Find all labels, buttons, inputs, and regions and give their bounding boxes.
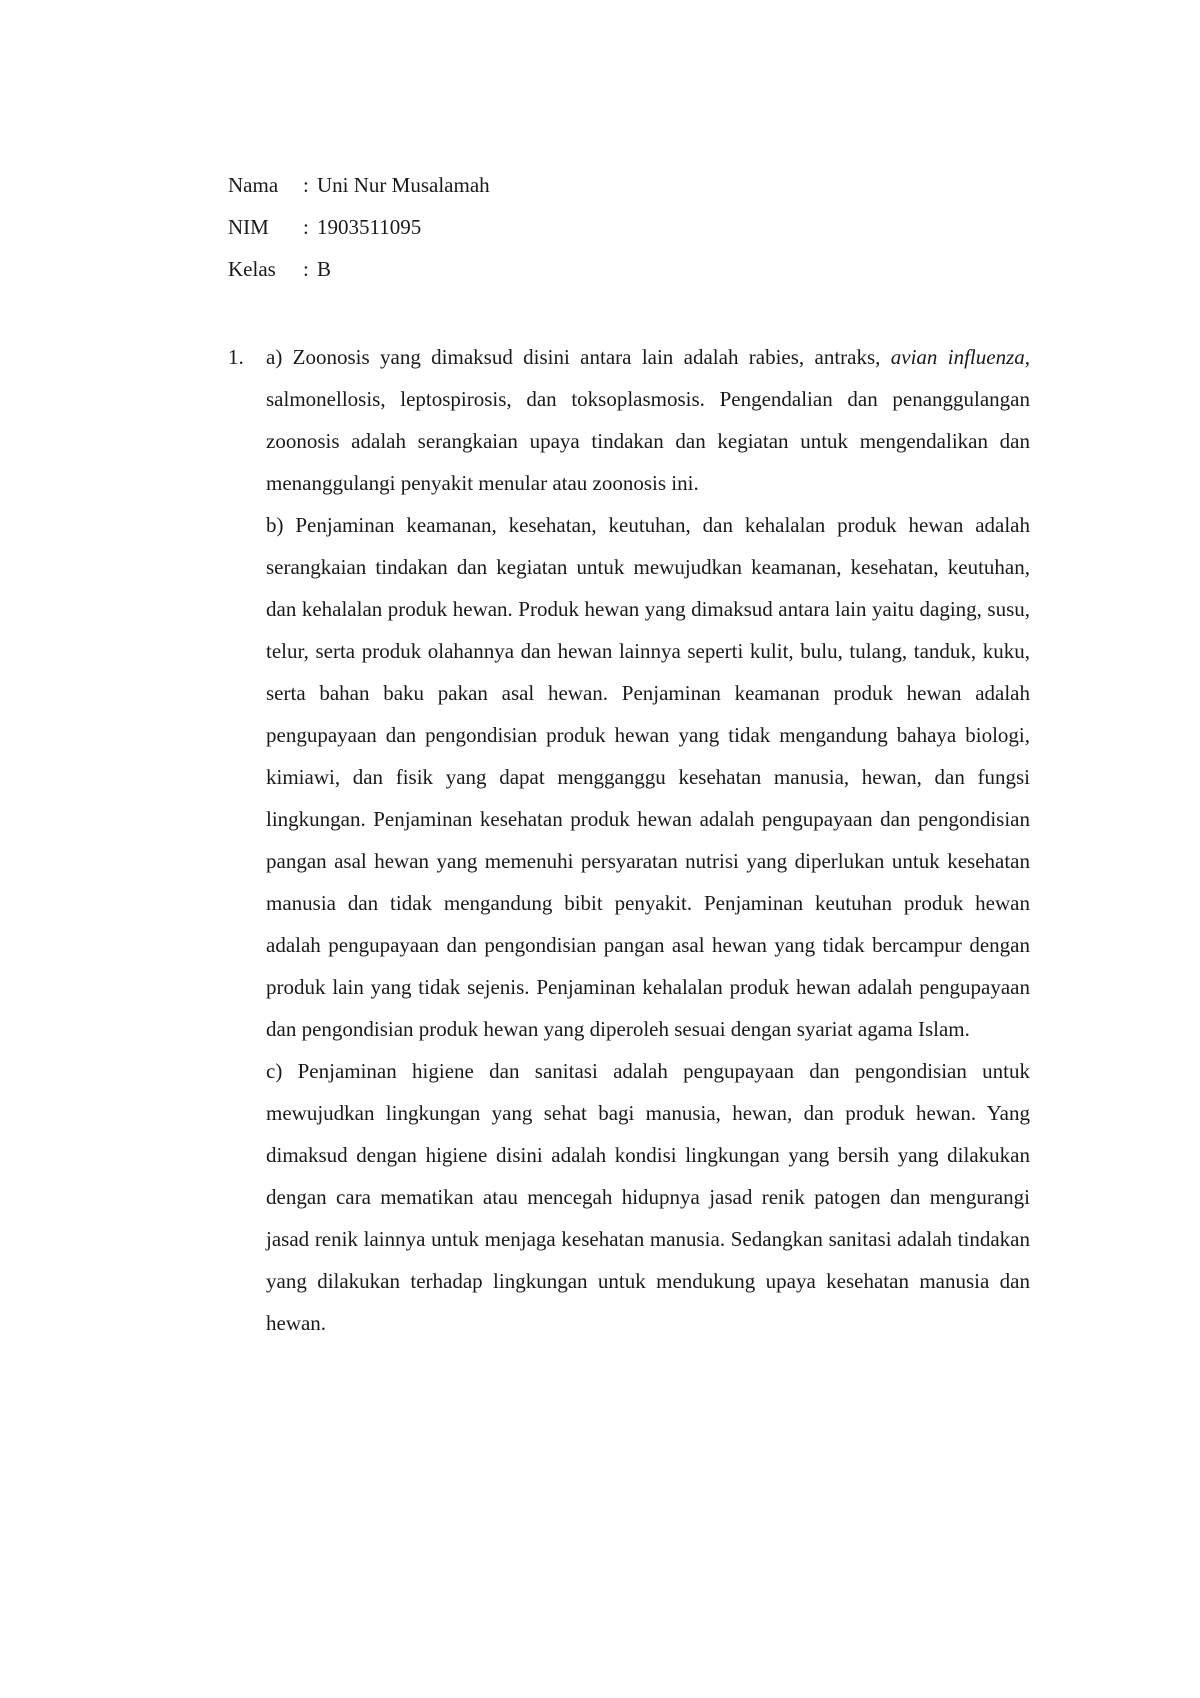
student-identity xyxy=(228,170,828,296)
nim-row xyxy=(228,212,828,254)
name-value: Uni Nur Musalamah xyxy=(317,173,490,197)
answer-part-a xyxy=(266,336,1030,504)
name-row xyxy=(228,170,828,212)
class-separator: : xyxy=(303,257,309,281)
name-separator: : xyxy=(303,173,309,197)
answer-part-b: b) Penjaminan keamanan, kesehatan, keutuhan, dan kehalalan produk hewan adalah serangkaian tindakan dan kegiatan untuk mewujudkan keamanan, kesehatan, keutuhan, dan kehalalan produk hewan. Produk hewan yang dimaksud antara lain yaitu daging, susu, telur, serta produk olahannya dan hewan lainnya seperti kulit, bulu, tulang, tanduk, kuku, serta bahan baku pakan asal hewan. Penjaminan keamanan produk hewan adalah pengupayaan dan pengondisian produk hewan yang tidak mengandung bahaya biologi, kimiawi, dan fisik yang dapat mengganggu kesehatan manusia, hewan, dan fungsi lingkungan. Penjaminan kesehatan produk hewan adalah pengupayaan dan pengondisian pangan asal hewan yang memenuhi persyaratan nutrisi yang diperlukan untuk kesehatan manusia dan tidak mengandung bibit penyakit. Penjaminan keutuhan produk hewan adalah pengupayaan dan pengondisian pangan asal hewan yang tidak bercampur dengan produk lain yang tidak sejenis. Penjaminan kehalalan produk hewan adalah pengupayaan dan pengondisian produk hewan yang diperoleh sesuai dengan syariat agama Islam. xyxy=(266,513,1030,1041)
class-label: Kelas xyxy=(228,257,276,281)
answer-body xyxy=(266,336,1030,1344)
part-a-text: a) Zoonosis yang dimaksud disini antara lain adalah rabies, antraks, xyxy=(266,345,891,369)
part-a-italic-term: avian influenza xyxy=(890,345,1025,369)
name-label: Nama xyxy=(228,173,279,197)
part-a-text-continued: , salmonellosis, leptospirosis, dan toksoplasmosis. Pengendalian dan penanggulangan zoonosis adalah serangkaian upaya tindakan dan kegiatan untuk mengendalikan dan menanggulangi penyakit menular atau zoonosis ini. xyxy=(266,345,1030,495)
nim-value: 1903511095 xyxy=(317,215,422,239)
answer-number: 1. xyxy=(228,345,244,369)
answer-part-c: c) Penjaminan higiene dan sanitasi adalah pengupayaan dan pengondisian untuk mewujudkan lingkungan yang sehat bagi manusia, hewan, dan produk hewan. Yang dimaksud dengan higiene disini adalah kondisi lingkungan yang bersih yang dilakukan dengan cara mematikan atau mencegah hidupnya jasad renik patogen dan mengurangi jasad renik lainnya untuk menjaga kesehatan manusia. Sedangkan sanitasi adalah tindakan yang dilakukan terhadap lingkungan untuk mendukung upaya kesehatan manusia dan hewan. xyxy=(266,1059,1030,1335)
class-value: B xyxy=(317,257,332,281)
answer-list xyxy=(228,336,1030,1344)
nim-separator: : xyxy=(303,215,309,239)
class-row xyxy=(228,254,828,296)
nim-label: NIM xyxy=(228,215,269,239)
